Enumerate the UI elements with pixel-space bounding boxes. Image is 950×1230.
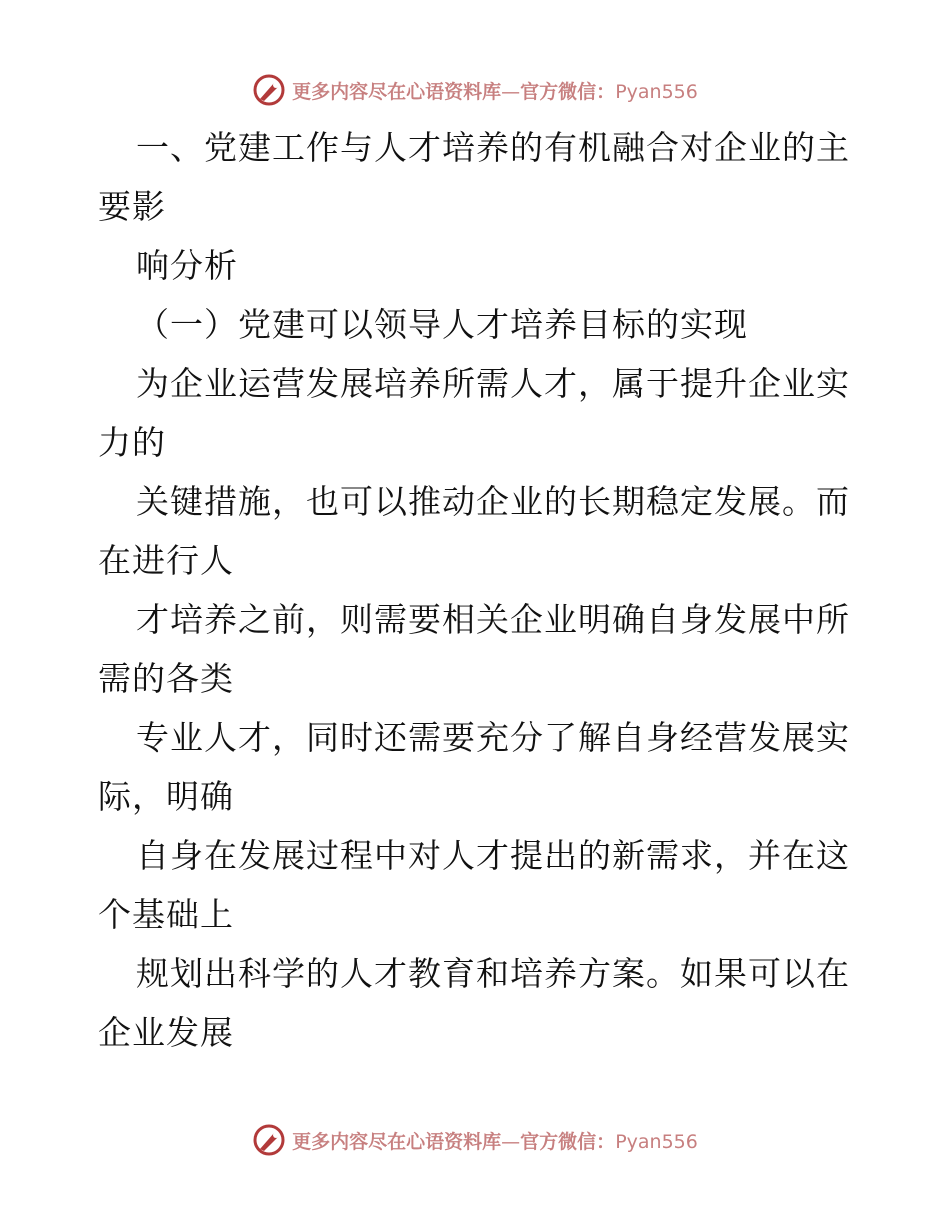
text-line: 才培养之前，则需要相关企业明确自身发展中所 [136, 600, 850, 639]
text-line: 在进行人 [98, 541, 234, 580]
text-line: 企业发展 [98, 1013, 234, 1052]
text-line: 响分析 [136, 246, 238, 285]
text-line: 关键措施，也可以推动企业的长期稳定发展。而 [136, 482, 850, 521]
footer-watermark [0, 1120, 950, 1160]
text-line: 为企业运营发展培养所需人才，属于提升企业实 [136, 364, 850, 403]
text-line: 自身在发展过程中对人才提出的新需求，并在这 [136, 836, 850, 875]
document-body [98, 118, 858, 1062]
watermark-text: 更多内容尽在心语资料库—官方微信：Pyan556 [292, 1130, 698, 1153]
text-line: 一、党建工作与人才培养的有机融合对企业的主 [136, 128, 850, 167]
pen-logo-icon [252, 73, 286, 107]
pen-logo-icon [252, 1123, 286, 1157]
text-line: 要影 [98, 187, 166, 226]
text-line: 力的 [98, 423, 166, 462]
watermark-text: 更多内容尽在心语资料库—官方微信：Pyan556 [292, 80, 698, 103]
text-line: 个基础上 [98, 895, 234, 934]
text-line: 专业人才，同时还需要充分了解自身经营发展实 [136, 718, 850, 757]
header-watermark [0, 70, 950, 110]
text-line: 需的各类 [98, 659, 234, 698]
text-line: （一）党建可以领导人才培养目标的实现 [136, 305, 748, 344]
text-line: 际，明确 [98, 777, 234, 816]
text-line: 规划出科学的人才教育和培养方案。如果可以在 [136, 954, 850, 993]
